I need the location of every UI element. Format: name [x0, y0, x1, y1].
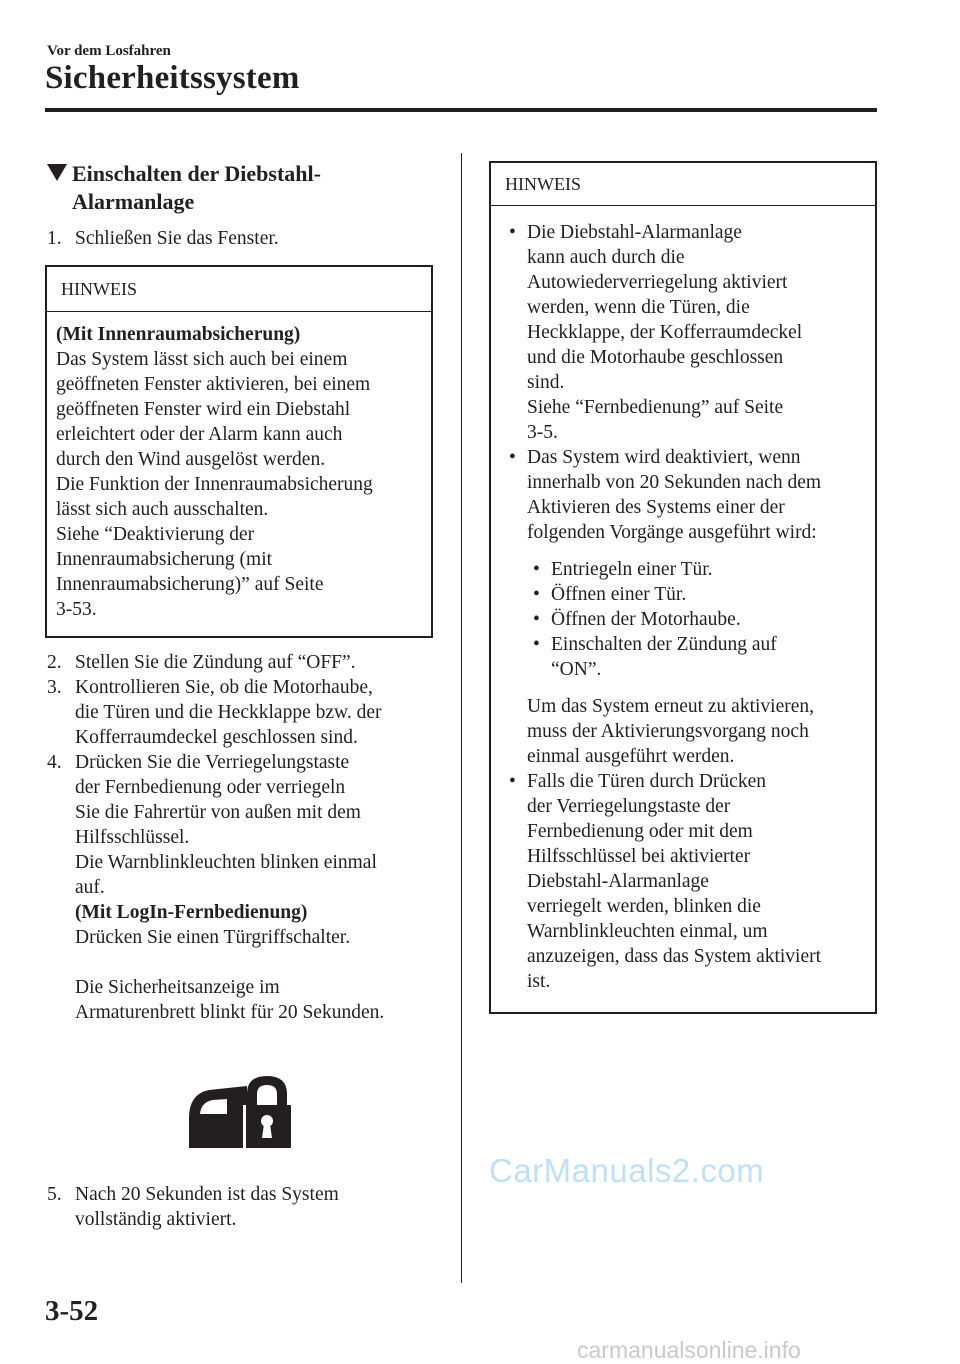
- triangle-marker-icon: [47, 164, 67, 181]
- note-bullet-3: [503, 769, 869, 994]
- heading-line-1: Einschalten der Diebstahl-: [72, 161, 321, 186]
- bullet-icon: •: [533, 559, 540, 580]
- note-line: Öffnen einer Tür.: [551, 584, 687, 605]
- note-line: anzuzeigen, dass das System aktiviert: [527, 946, 822, 967]
- step-line: Drücken Sie einen Türgriffschalter.: [75, 927, 351, 948]
- step-line: Die Sicherheitsanzeige im: [75, 977, 280, 998]
- subsection-heading: [47, 160, 447, 216]
- step-2: [47, 650, 442, 675]
- bullet-icon: •: [509, 447, 516, 468]
- bullet-icon: •: [509, 771, 516, 792]
- note-line: Warnblinkleuchten einmal, um: [527, 921, 768, 942]
- note-line: Diebstahl-Alarmanlage: [527, 871, 709, 892]
- column-divider: [461, 153, 462, 1283]
- note-line: Hilfsschlüssel bei aktivierter: [527, 846, 751, 867]
- heading-line-2: Alarmanlage: [72, 189, 195, 214]
- step-line: auf.: [75, 877, 105, 898]
- step-line: Sie die Fahrertür von außen mit dem: [75, 802, 361, 823]
- step-number: 4.: [47, 752, 62, 773]
- note-bullet-2: [503, 445, 869, 769]
- note-line: Öffnen der Motorhaube.: [551, 609, 741, 630]
- note-box-left: [45, 265, 433, 638]
- step-line: der Fernbedienung oder verriegeln: [75, 777, 346, 798]
- step-text: Schließen Sie das Fenster.: [75, 228, 279, 249]
- note-line: und die Motorhaube geschlossen: [527, 347, 784, 368]
- step-number: 1.: [47, 228, 62, 249]
- bullet-icon: •: [533, 609, 540, 630]
- note-bullet-1: [503, 220, 869, 445]
- note-line: innerhalb von 20 Sekunden nach dem: [527, 472, 822, 493]
- step-line: Kontrollieren Sie, ob die Motorhaube,: [75, 677, 373, 698]
- note-line: Entriegeln einer Tür.: [551, 559, 713, 580]
- step-1: [47, 226, 465, 251]
- note-bold-label: (Mit Innenraumabsicherung): [56, 324, 301, 345]
- note-line: geöffneten Fenster aktivieren, bei einem: [56, 374, 371, 395]
- note-line: Autowiederverriegelung aktiviert: [527, 272, 788, 293]
- note-line: 3-5.: [527, 422, 558, 443]
- step-line: Armaturenbrett blinkt für 20 Sekunden.: [75, 1002, 385, 1023]
- step-4: [47, 750, 442, 1025]
- site-watermark: carmanualsonline.info: [577, 1337, 801, 1363]
- note-line: Fernbedienung oder mit dem: [527, 821, 753, 842]
- page-number: 3-52: [45, 1295, 99, 1327]
- note-sub-item: [527, 557, 869, 582]
- note-line: der Verriegelungstaste der: [527, 796, 731, 817]
- note-sub-item: [527, 607, 869, 632]
- step-line: Drücken Sie die Verriegelungstaste: [75, 752, 350, 773]
- note-line: Das System wird deaktiviert, wenn: [527, 447, 801, 468]
- step-line: Kofferraumdeckel geschlossen sind.: [75, 727, 358, 748]
- step-number: 2.: [47, 652, 62, 673]
- note-line: lässt sich auch ausschalten.: [56, 499, 269, 520]
- watermark-logo: CarManuals2.com: [489, 1152, 765, 1189]
- step-line: Nach 20 Sekunden ist das System: [75, 1184, 339, 1205]
- note-line: Aktivieren des Systems einer der: [527, 497, 785, 518]
- step-line: vollständig aktiviert.: [75, 1209, 237, 1230]
- security-indicator-lock-icon: [185, 1074, 291, 1148]
- step-text: Stellen Sie die Zündung auf “OFF”.: [75, 652, 356, 673]
- step-3: [47, 675, 442, 750]
- step-line: die Türen und die Heckklappe bzw. der: [75, 702, 382, 723]
- note-line: Falls die Türen durch Drücken: [527, 771, 766, 792]
- step-number: 5.: [47, 1184, 62, 1205]
- note-line: “ON”.: [551, 659, 602, 680]
- step-bold-label: (Mit LogIn-Fernbedienung): [75, 902, 308, 923]
- note-line: erleichtert oder der Alarm kann auch: [56, 424, 343, 445]
- note-line: verriegelt werden, blinken die: [527, 896, 761, 917]
- step-line: Hilfsschlüssel.: [75, 827, 190, 848]
- note-title: HINWEIS: [47, 267, 431, 312]
- note-line: Die Diebstahl-Alarmanlage: [527, 222, 742, 243]
- step-line: Die Warnblinkleuchten blinken einmal: [75, 852, 377, 873]
- note-line: Innenraumabsicherung (mit: [56, 549, 273, 570]
- bullet-icon: •: [533, 584, 540, 605]
- step-5: [47, 1182, 470, 1232]
- note-sub-item: [527, 632, 869, 682]
- note-title: HINWEIS: [491, 163, 875, 206]
- note-line: Einschalten der Zündung auf: [551, 634, 777, 655]
- bullet-icon: •: [509, 222, 516, 243]
- note-line: geöffneten Fenster wird ein Diebstahl: [56, 399, 351, 420]
- note-line: folgenden Vorgänge ausgeführt wird:: [527, 522, 817, 543]
- note-line: Siehe “Deaktivierung der: [56, 524, 255, 545]
- note-sub-item: [527, 582, 869, 607]
- note-line: Innenraumabsicherung)” auf Seite: [56, 574, 324, 595]
- note-line: 3-53.: [56, 599, 97, 620]
- header-rule: [45, 108, 877, 112]
- bullet-icon: •: [533, 634, 540, 655]
- note-line: Heckklappe, der Kofferraumdeckel: [527, 322, 803, 343]
- note-line: durch den Wind ausgelöst werden.: [56, 449, 326, 470]
- note-line: Die Funktion der Innenraumabsicherung: [56, 474, 373, 495]
- note-line: sind.: [527, 372, 565, 393]
- note-line: Um das System erneut zu aktivieren,: [527, 696, 815, 717]
- chapter-title: Vor dem Losfahren: [47, 43, 171, 59]
- note-line: Das System lässt sich auch bei einem: [56, 349, 348, 370]
- note-line: ist.: [527, 971, 551, 992]
- note-line: einmal ausgeführt werden.: [527, 746, 735, 767]
- step-number: 3.: [47, 677, 62, 698]
- note-line: kann auch durch die: [527, 247, 685, 268]
- note-line: muss der Aktivierungsvorgang noch: [527, 721, 809, 742]
- note-box-right: [489, 161, 877, 1014]
- note-line: werden, wenn die Türen, die: [527, 297, 750, 318]
- note-line: Siehe “Fernbedienung” auf Seite: [527, 397, 784, 418]
- section-title: Sicherheitssystem: [45, 60, 300, 96]
- steps-2-4: [47, 650, 442, 1025]
